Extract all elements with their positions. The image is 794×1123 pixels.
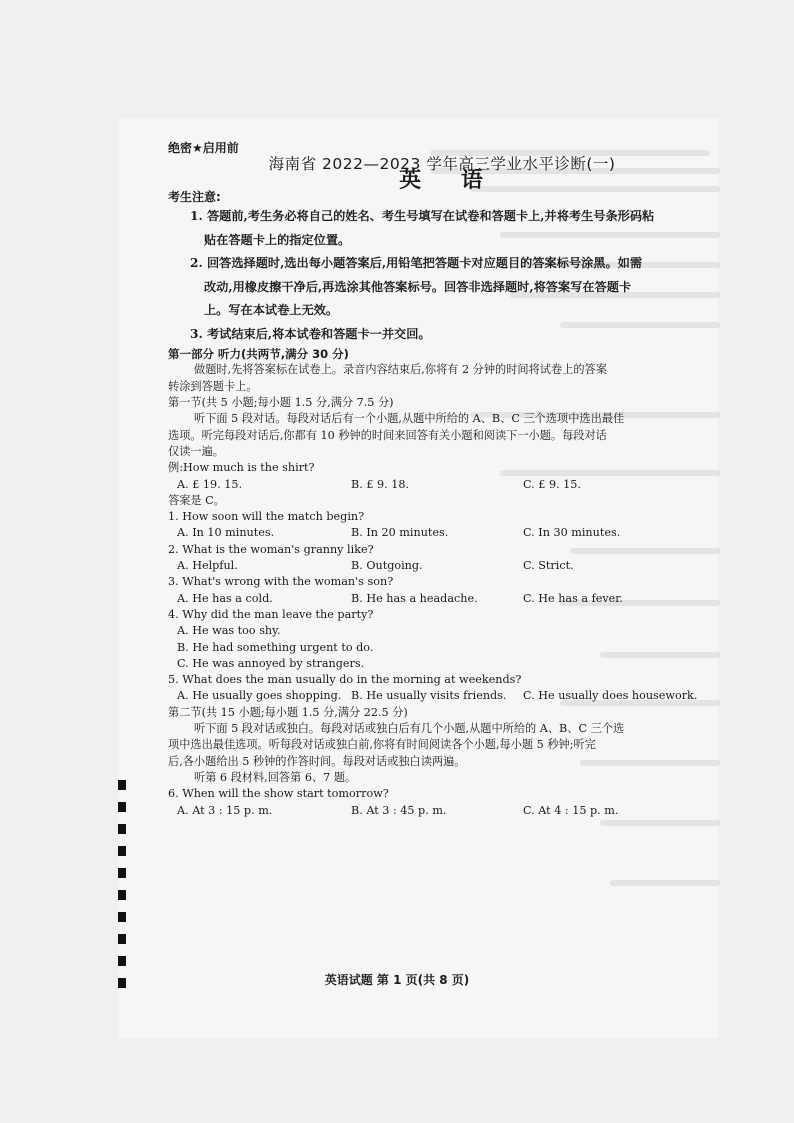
exam-content (168, 140, 716, 819)
option-c: C. He has a fever. (523, 591, 623, 605)
option-b: B. He has a headache. (351, 591, 478, 605)
option-a: A. He was too shy. (177, 624, 281, 638)
question-2: 2. What is the woman's granny like? (168, 542, 374, 556)
question-5: 5. What does the man usually do in the morning at weekends? (168, 673, 522, 687)
section2-directions: 项中选出最佳选项。听每段对话或独白前,你将有时间阅读各个小题,每小题 5 秒钟;听完 (168, 738, 596, 752)
question-6-options (168, 803, 716, 819)
option-b: B. £ 9. 18. (351, 477, 410, 491)
section1-heading: 第一节(共 5 小题;每小题 1.5 分,满分 7.5 分) (168, 396, 394, 410)
option-a: A. In 10 minutes. (177, 526, 275, 540)
notice-heading: 考生注意: (168, 189, 221, 204)
option-c: C. £ 9. 15. (523, 477, 581, 491)
exam-title: 海南省 2022—2023 学年高三学业水平诊断(一) (268, 155, 616, 174)
notice-item-cont: 改动,用橡皮擦干净后,再选涂其他答案标号。回答非选择题时,将答案写在答题卡 (204, 279, 632, 294)
question-5-options (168, 688, 716, 704)
option-a: A. At 3 : 15 p. m. (177, 803, 273, 817)
part1-intro: 做题时,先将答案标在试卷上。录音内容结束后,你将有 2 分钟的时间将试卷上的答案 (194, 363, 607, 377)
notice-list (168, 205, 716, 346)
part1-intro: 转涂到答题卡上。 (168, 379, 258, 393)
question-1: 1. How soon will the match begin? (168, 510, 365, 524)
section1-directions: 听下面 5 段对话。每段对话后有一个小题,从题中所给的 A、B、C 三个选项中选出最佳 (194, 412, 625, 426)
example-answer: 答案是 C。 (168, 493, 225, 507)
question-3-options (168, 591, 716, 607)
confidential-label: 绝密★启用前 (168, 141, 239, 155)
option-b: B. At 3 : 45 p. m. (351, 803, 447, 817)
option-a: A. £ 19. 15. (177, 477, 243, 491)
example-question: 例:How much is the shirt? (168, 461, 315, 475)
notice-item-cont: 上。写在本试卷上无效。 (204, 303, 339, 318)
section2-heading: 第二节(共 15 小题;每小题 1.5 分,满分 22.5 分) (168, 705, 408, 719)
notice-item: 2. 回答选择题时,选出每小题答案后,用铅笔把答题卡对应题目的答案标号涂黑。如需 (190, 256, 643, 271)
section2-directions: 听下面 5 段对话或独白。每段对话或独白后有几个小题,从题中所给的 A、B、C 三个选 (194, 722, 625, 736)
option-c: C. He was annoyed by strangers. (177, 656, 365, 670)
option-b: B. Outgoing. (351, 559, 423, 573)
option-a: A. He has a cold. (177, 591, 273, 605)
subject-title: 英 语 (399, 167, 499, 193)
material-instruction: 听第 6 段材料,回答第 6、7 题。 (194, 770, 357, 784)
option-b: B. He usually visits friends. (351, 689, 507, 703)
option-c: C. At 4 : 15 p. m. (523, 803, 619, 817)
section1-directions: 选项。听完每段对话后,你都有 10 秒钟的时间来回答有关小题和阅读下一小题。每段对话 (168, 428, 607, 442)
option-c: C. In 30 minutes. (523, 526, 621, 540)
question-3: 3. What's wrong with the woman's son? (168, 575, 394, 589)
example-options (168, 477, 716, 493)
section2-directions: 后,各小题给出 5 秒钟的作答时间。每段对话或独白读两遍。 (168, 754, 466, 768)
option-b: B. In 20 minutes. (351, 526, 449, 540)
notice-item: 1. 答题前,考生务必将自己的姓名、考生号填写在试卷和答题卡上,并将考生号条形码粘 (190, 209, 655, 224)
option-c: C. He usually does housework. (523, 689, 698, 703)
option-b: B. He had something urgent to do. (177, 640, 374, 654)
part1-heading: 第一部分 听力(共两节,满分 30 分) (168, 347, 349, 362)
notice-item: 3. 考试结束后,将本试卷和答题卡一并交回。 (190, 326, 431, 341)
option-c: C. Strict. (523, 559, 574, 573)
question-4: 4. Why did the man leave the party? (168, 607, 374, 621)
question-1-options (168, 525, 716, 541)
option-a: A. He usually goes shopping. (177, 689, 342, 703)
question-6: 6. When will the show start tomorrow? (168, 787, 389, 801)
question-2-options (168, 558, 716, 574)
section1-directions: 仅读一遍。 (168, 444, 224, 458)
page-footer: 英语试题 第 1 页(共 8 页) (324, 973, 470, 987)
option-a: A. Helpful. (177, 559, 238, 573)
notice-item-cont: 贴在答题卡上的指定位置。 (204, 232, 351, 247)
